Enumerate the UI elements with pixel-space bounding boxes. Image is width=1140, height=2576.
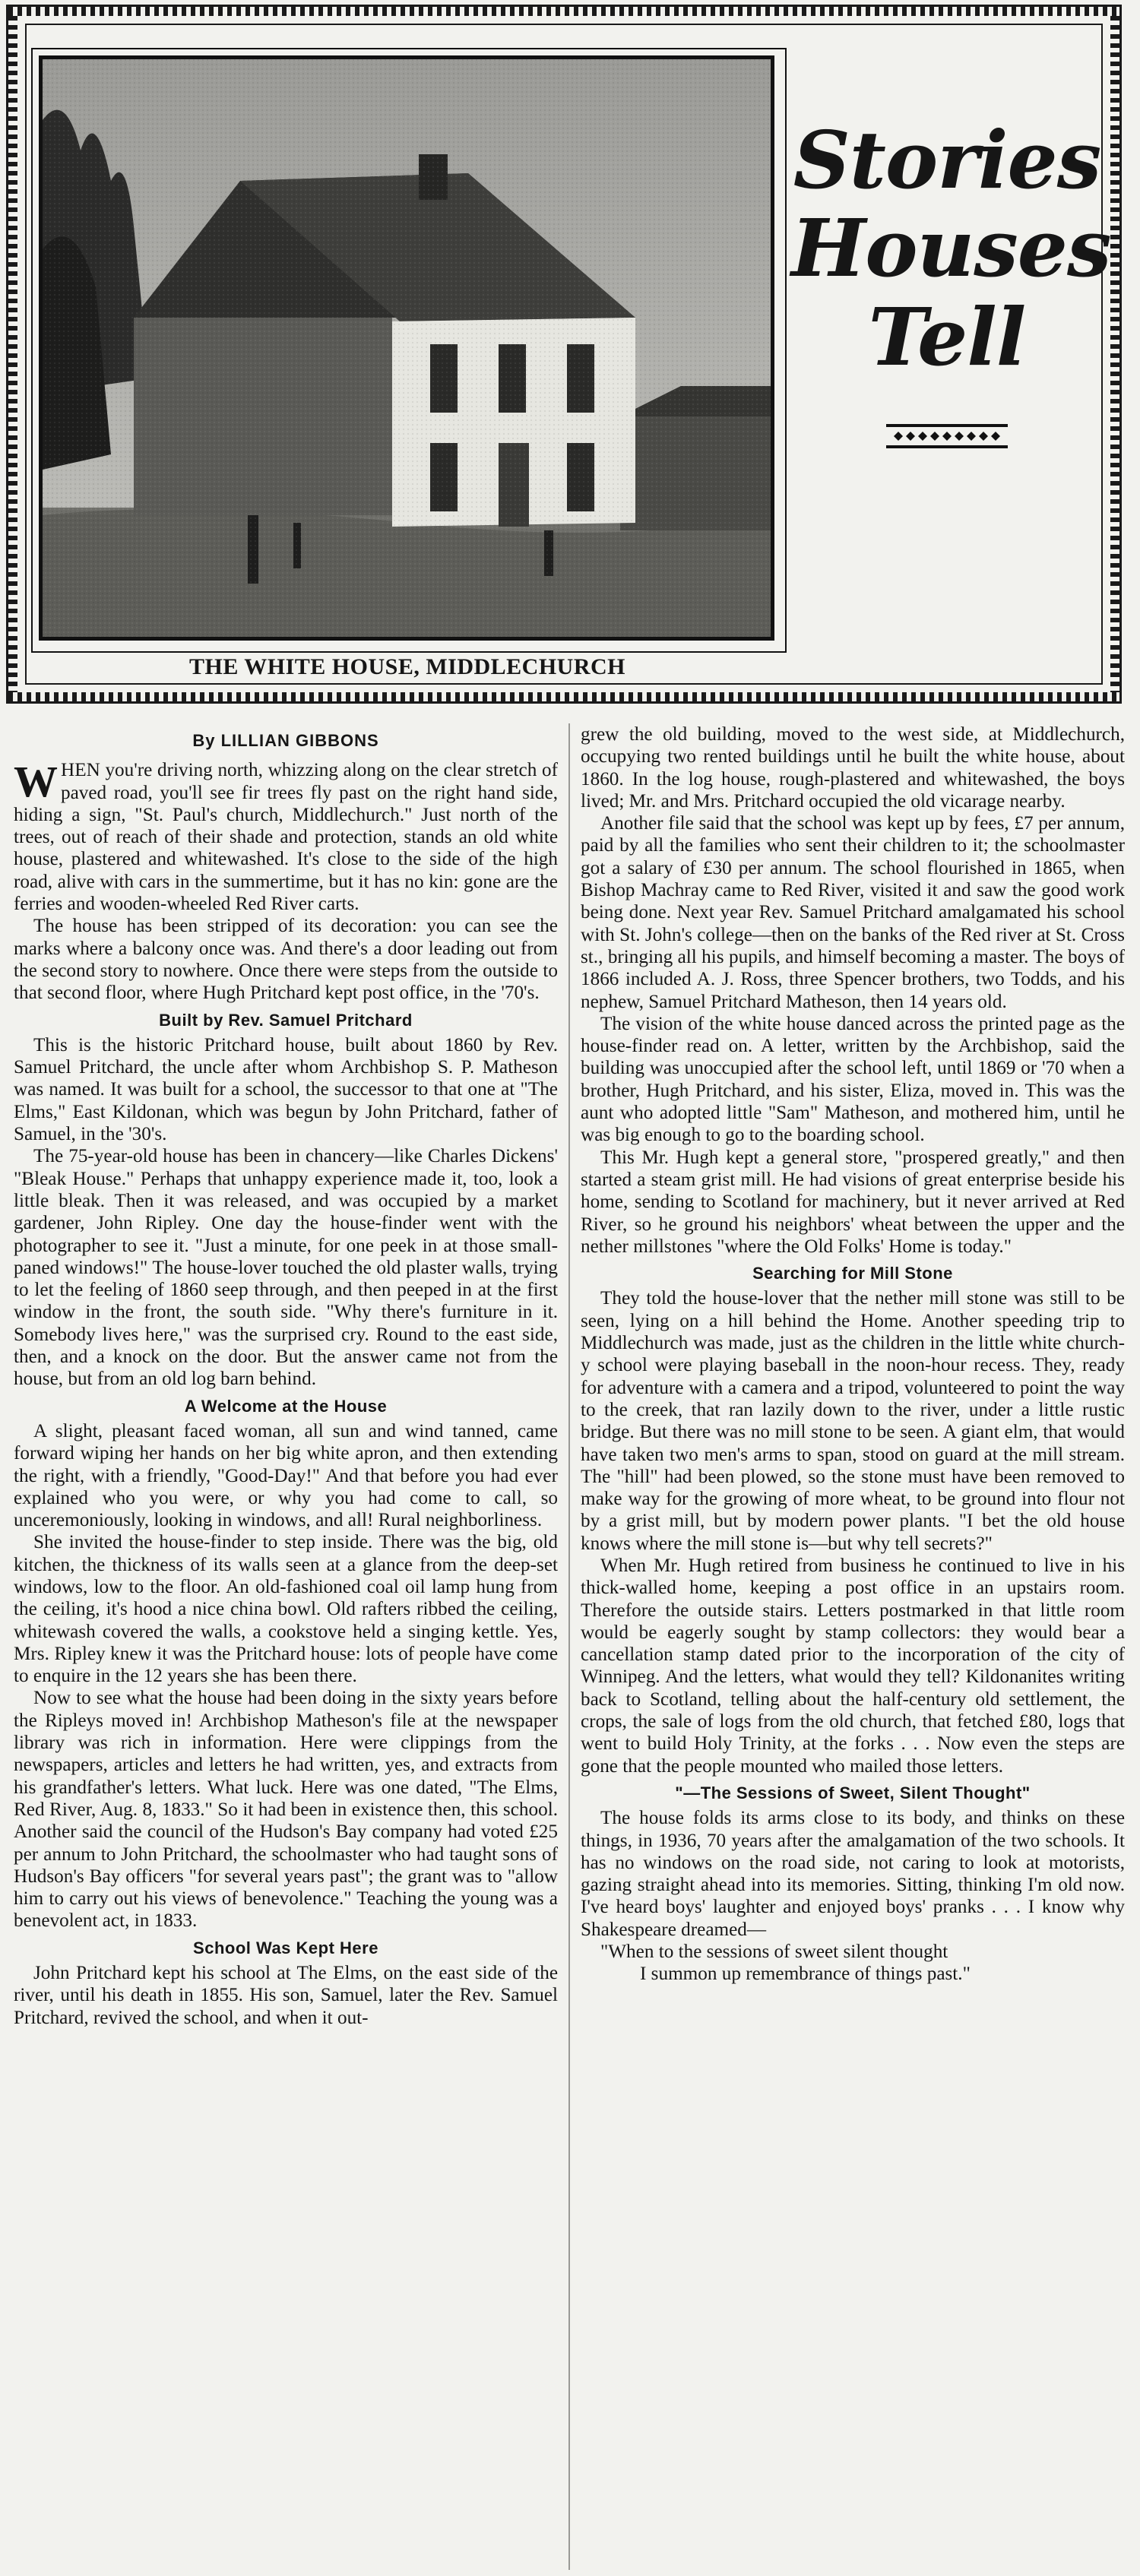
subhead: "—The Sessions of Sweet, Silent Thought" xyxy=(675,1783,1031,1802)
paragraph: The house folds its arms close to its body, and thinks on these things, in 1936, 70 years after the amalgamation of the two schools. It has no windows on the road side, not caring to look at motorists, gazing straight ahead into its memories. Sitting, thinking I'm old now. I've heard boys' laughter and enjoyed boys' pranks . . . I know why Shakespeare dreamed— xyxy=(581,1808,1125,1940)
paragraph: A slight, pleasant faced woman, all sun and wind tanned, came forward wiping her hands on her big white apron, and then extending the right, with a friendly, "Good-Day!" And that before you had ever explained who you were, or why you had come to call, so unceremoniously, looking in windows, and all! Rural neighborliness. xyxy=(14,1420,558,1531)
paragraph: This is the historic Pritchard house, built about 1860 by Rev. Samuel Pritchard, the uncle after whom Archbishop S. P. Matheson was named. It was built for a school, the successor to that one at "The Elms," East Kildonan, which was begun by John Pritchard, father of Samuel, in the '30's. xyxy=(14,1034,558,1145)
paragraph: This Mr. Hugh kept a general store, "prospered greatly," and then started a steam grist mill. He had visions of great enterprise beside his home, sending to Scotland for machinery, but it never arrived at Red River, so he ground his neighbors' wheat between the upper and the nether millstones "where the Old Folks' Home is today." xyxy=(581,1147,1125,1257)
subhead: A Welcome at the House xyxy=(184,1396,388,1416)
subhead: Searching for Mill Stone xyxy=(752,1264,953,1283)
paragraph-text: HEN you're driving north, whizzing along on the clear stretch of paved road, you'll see fir trees fly past on the right hand side, hiding a sign, "St. Paul's church, Middlechurch." Just north of the trees, out of reach of their shade and protection, stands an old white house, plastered and whitewashed. It's close to the side of the high road, alive with cars in the summertime, but it has no kin: gone are the ferries and wooden-wheeled Red River carts. xyxy=(14,760,558,915)
headline-line-3: Tell xyxy=(868,290,1026,384)
paragraph: They told the house-lover that the nether mill stone was still to be seen, lying on a hill behind the Home. Another speeding trip to Middlechurch was made, just as the children in the little white church-y school were playing baseball in the noon-hour recess. They, ready for adventure with a camera and a tripod, volunteered to point the way to the creek, that ran lazily down to the river, under a little rustic bridge. But there was no mill stone to be seen. A giant elm, that would have taken two men's arms to span, stood on guard at the mill stream. The "hill" had been plowed, so the stone must have been removed to make way for the growing of more wheat, to be ground into flour not by a grist mill, but by modern power plants. "I bet the old house knows where the mill stone is—but why tell secrets?" xyxy=(581,1288,1125,1554)
article-column-right xyxy=(581,723,1125,1986)
paragraph: The 75-year-old house has been in chancery—like Charles Dickens' "Bleak House." Perhaps that unhappy experience made it, too, look a little bleak. Then it was released, and was occupied by a market gardener, John Ripley. One day the house-finder went with the photographer to see it. "Just a minute, for one peek in at those small-paned windows!" The house-lover touched the old plaster walls, trying to let the feeling of 1860 seep through, and then peeped in at the first window in the front, the south side. "Why there's furniture in it. Somebody lives here," was the surprised cry. Round to the east side, then, and a knock on the door. But the answer came not from the house, but from an old log barn behind. xyxy=(14,1146,558,1390)
paragraph: The house has been stripped of its decoration: you can see the marks where a balcony once was. And there's a door leading out from the second story to nowhere. Once there were steps from the outside to that second floor, where Hugh Pritchard kept post office, in the '70's. xyxy=(14,916,558,1004)
paragraph: grew the old building, moved to the west side, at Middlechurch, occupying two rented buildings until he built the white house, about 1860. In the log house, rough-plastered and whitewashed, the boys lived; Mr. and Mrs. Pritchard occupied the old vicarage nearby. xyxy=(581,724,1125,812)
headline-line-2: Houses xyxy=(791,201,1111,296)
paragraph: When Mr. Hugh retired from business he continued to live in his thick-walled home, keeping a post office in an upstairs room. Therefore the outside stairs. Letters postmarked in that little room would be eagerly sought by stamp collectors: they would bear a cancellation stamp dated prior to the incorporation of the city of Winnipeg. And the letters, what would they tell? Kildonanites writing back to Scotland, telling about the half-century old settlement, the crops, the sale of logs from the old church, that fetched £80, logs that went to build Holy Trinity, at the forks . . . Now even the steps are gone that the people mounted who mailed those letters. xyxy=(581,1555,1125,1777)
paragraph: John Pritchard kept his school at The Elms, on the east side of the river, until his death in 1855. His son, Samuel, later the Rev. Samuel Pritchard, revived the school, and when it out- xyxy=(14,1963,558,2028)
byline: By LILLIAN GIBBONS xyxy=(192,731,379,750)
paragraph: She invited the house-finder to step inside. There was the big, old kitchen, the thickness of its walls seen at a glance from the deep-set windows, low to the floor. An old-fashioned coal oil lamp hung from the ceiling, it's hood a nice china bowl. Old rafters ribbed the ceiling, whitewash covered the walls, a cookstove held a singing kettle. Yes, Mrs. Ripley knew it was the Pritchard house: lots of people have come to enquire in the 12 years she has been there. xyxy=(14,1532,558,1687)
paragraph: Another file said that the school was kept up by fees, £7 per annum, paid by all the families who sent their children to it; the schoolmaster got a salary of £30 per annum. The school flourished in 1865, when Bishop Machray came to Red River, visited it and saw the good work being done. Next year Rev. Samuel Pritchard amalgamated his school with St. John's college—then on the banks of the Red river at St. Cross st., bringing all his pupils, and himself becoming a master. The boys of 1866 included A. J. Ross, three Spencer brothers, two Todds, and his nephew, Samuel Pritchard Matheson, then 14 years old. xyxy=(581,813,1125,1012)
white-house-photo xyxy=(39,55,774,641)
subhead: School Was Kept Here xyxy=(193,1938,378,1957)
paragraph: The vision of the white house danced across the printed page as the house-finder read on. A letter, written by the Archbishop, said the building was unoccupied after the school left, until 1869 or '70 when a brother, Hugh Pritchard, and his sister, Eliza, moved in. This was the aunt who adopted little "Sam" Matheson, and mothered him, until he was big enough to go to the boarding school. xyxy=(581,1013,1125,1146)
article-body xyxy=(9,723,1131,2570)
quote-line: "When to the sessions of sweet silent thought xyxy=(600,1941,948,1963)
column-rule xyxy=(568,723,570,2570)
subhead: Built by Rev. Samuel Pritchard xyxy=(159,1010,413,1030)
article-column-left xyxy=(14,723,558,2029)
ornament-divider-icon xyxy=(886,421,1008,451)
quote-line: I summon up remembrance of things past." xyxy=(640,1964,971,1985)
drop-cap: W xyxy=(14,757,58,807)
headline xyxy=(791,55,1111,633)
header-ornamental-border xyxy=(6,5,1122,704)
photo-caption: THE WHITE HOUSE, MIDDLECHURCH xyxy=(188,654,626,679)
paragraph xyxy=(14,759,558,915)
house-illustration xyxy=(43,59,771,637)
headline-line-1: Stories xyxy=(793,113,1101,207)
paragraph: Now to see what the house had been doing in the sixty years before the Ripleys moved in! Archbishop Matheson's file at the newspaper library was rich in information. Here were clippings from the newspapers, articles and letters he had written, yes, and extracts from his grandfather's letters. What luck. Here was one dated, "The Elms, Red River, Aug. 8, 1833." So it had been in existence then, this school. Another said the council of the Hudson's Bay company had voted £25 per annum to John Pritchard, the schoolmaster who had taught sons of Hudson's Bay officers "for several years past"; the grant was to "allow him to carry out his views of benevolence." Teaching the young was a benevolent act, in 1833. xyxy=(14,1688,558,1932)
